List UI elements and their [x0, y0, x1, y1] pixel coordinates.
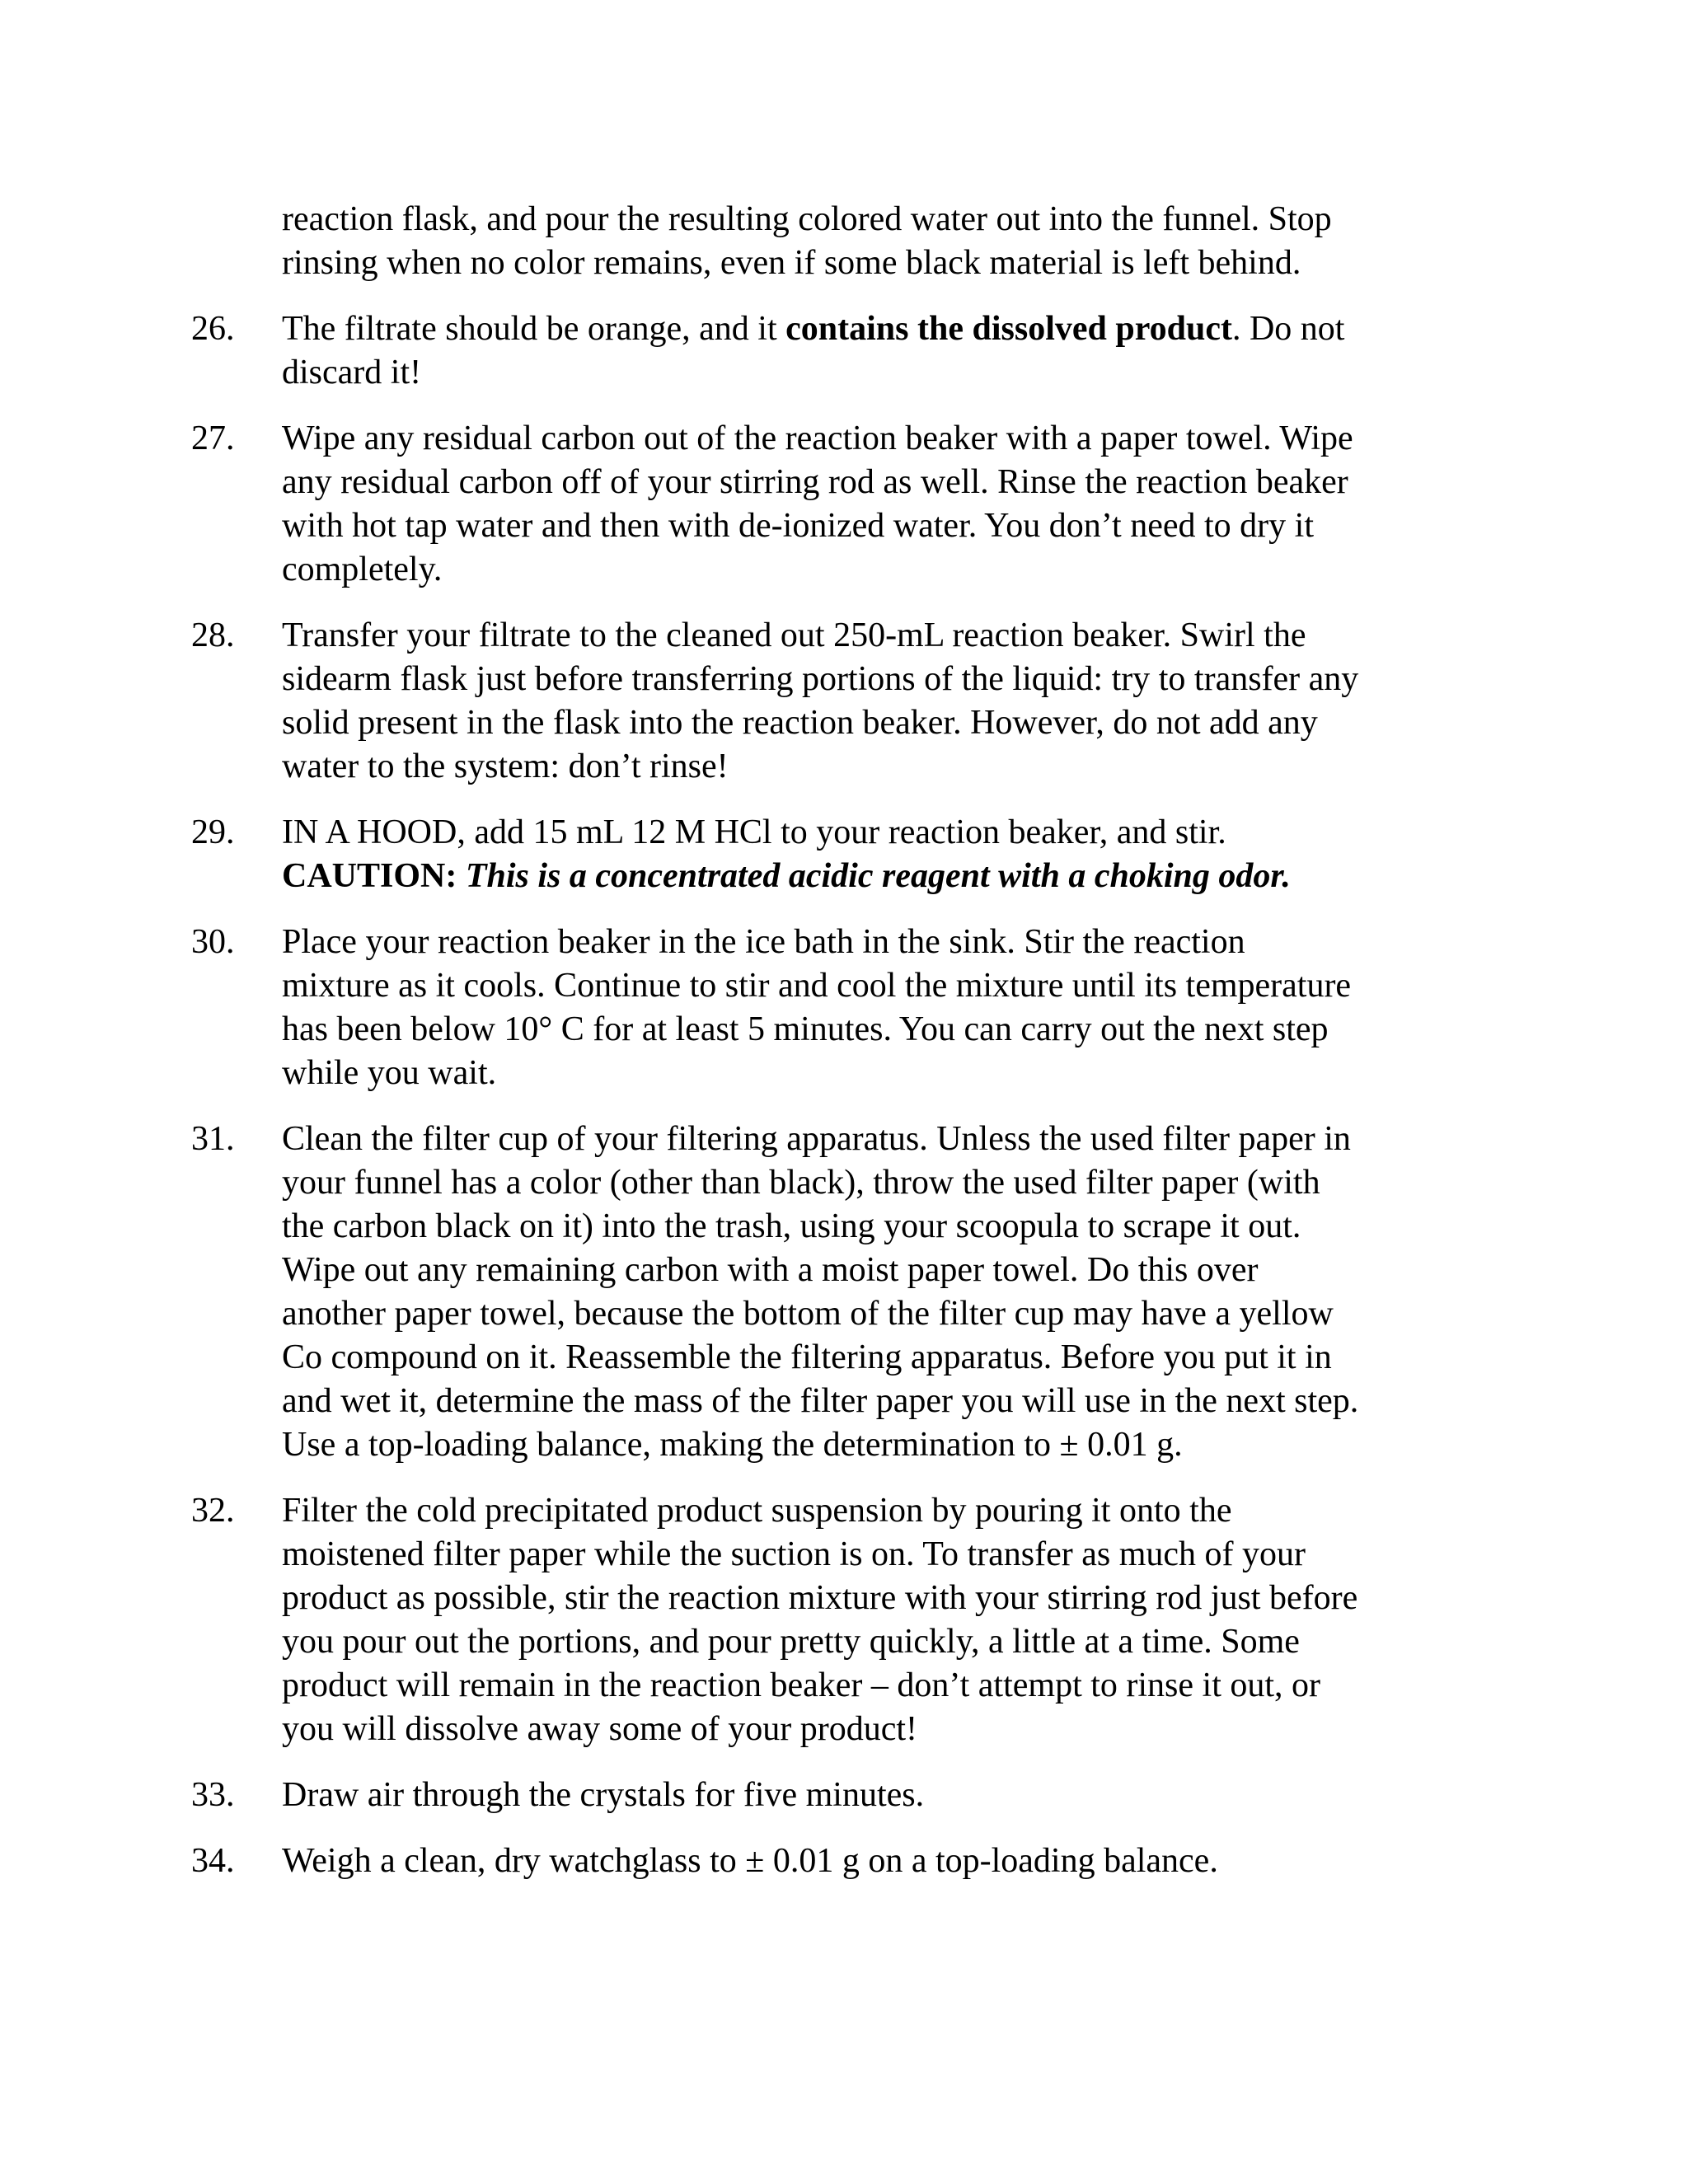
text-line: the carbon black on it) into the trash, using your scoopula to scrape it out.	[282, 1207, 1301, 1245]
step-number: 31.	[191, 1120, 235, 1158]
text-line: completely.	[282, 551, 443, 588]
text-line: product as possible, stir the reaction mixture with your stirring rod just before	[282, 1579, 1358, 1617]
text-line: discard it!	[282, 354, 422, 391]
step-number: 27.	[191, 419, 235, 457]
caution-line	[282, 855, 1477, 898]
text-line: another paper towel, because the bottom of the filter cup may have a yellow	[282, 1295, 1334, 1333]
text-line	[282, 307, 1477, 351]
text-line: and wet it, determine the mass of the filter paper you will use in the next step.	[282, 1382, 1359, 1420]
text-span: . Do not	[1231, 310, 1345, 348]
step-number: 32.	[191, 1492, 235, 1530]
text-line: reaction flask, and pour the resulting colored water out into the funnel. Stop	[282, 200, 1332, 238]
text-line: with hot tap water and then with de-ionized water. You don’t need to dry it	[282, 507, 1314, 545]
step-number: 34.	[191, 1842, 235, 1880]
step-30	[191, 921, 1477, 1095]
text-line: any residual carbon off of your stirring rod as well. Rinse the reaction beaker	[282, 463, 1348, 501]
text-line: while you wait.	[282, 1054, 497, 1092]
text-line: IN A HOOD, add 15 mL 12 M HCl to your reaction beaker, and stir.	[282, 813, 1226, 851]
text-line: Weigh a clean, dry watchglass to ± 0.01 g on a top-loading balance.	[282, 1842, 1218, 1880]
text-line: Wipe out any remaining carbon with a moist paper towel. Do this over	[282, 1251, 1259, 1289]
step-number: 33.	[191, 1776, 235, 1814]
step-34	[191, 1840, 1477, 1883]
step-32	[191, 1489, 1477, 1751]
step-29	[191, 811, 1477, 898]
text-line: you will dissolve away some of your product!	[282, 1710, 918, 1748]
caution-label: CAUTION:	[282, 857, 457, 895]
step-26	[191, 307, 1477, 395]
step-27	[191, 417, 1477, 592]
text-line: Transfer your filtrate to the cleaned out 250-mL reaction beaker. Swirl the	[282, 616, 1306, 654]
text-line: Use a top-loading balance, making the determination to ± 0.01 g.	[282, 1426, 1183, 1464]
text-line: Clean the filter cup of your filtering apparatus. Unless the used filter paper in	[282, 1120, 1351, 1158]
step-number: 28.	[191, 616, 235, 654]
text-line: has been below 10° C for at least 5 minutes. You can carry out the next step	[282, 1010, 1329, 1048]
step-31	[191, 1118, 1477, 1467]
step-28	[191, 614, 1477, 789]
step-33	[191, 1774, 1477, 1817]
text-line: sidearm flask just before transferring portions of the liquid: try to transfer any	[282, 660, 1359, 698]
procedure-steps	[191, 198, 1477, 1883]
text-line: you pour out the portions, and pour pretty quickly, a little at a time. Some	[282, 1623, 1300, 1661]
text-line: Co compound on it. Reassemble the filtering apparatus. Before you put it in	[282, 1338, 1332, 1376]
step-number: 26.	[191, 310, 235, 348]
step-number: 30.	[191, 923, 235, 961]
step-25-continuation	[191, 198, 1477, 285]
text-line: solid present in the flask into the reaction beaker. However, do not add any	[282, 704, 1318, 742]
text-line: Place your reaction beaker in the ice bath in the sink. Stir the reaction	[282, 923, 1245, 961]
bold-emphasis: contains the dissolved product	[785, 310, 1232, 348]
step-number: 29.	[191, 813, 235, 851]
text-line: Wipe any residual carbon out of the reaction beaker with a paper towel. Wipe	[282, 419, 1353, 457]
text-line: your funnel has a color (other than black), throw the used filter paper (with	[282, 1164, 1320, 1202]
text-span: The filtrate should be orange, and it	[282, 310, 786, 348]
text-line: mixture as it cools. Continue to stir and cool the mixture until its temperature	[282, 967, 1352, 1005]
text-line: Filter the cold precipitated product suspension by pouring it onto the	[282, 1492, 1232, 1530]
text-line: product will remain in the reaction beaker – don’t attempt to rinse it out, or	[282, 1666, 1321, 1704]
text-line: Draw air through the crystals for five minutes.	[282, 1776, 925, 1814]
text-line: moistened filter paper while the suction is on. To transfer as much of your	[282, 1535, 1306, 1573]
text-line: water to the system: don’t rinse!	[282, 748, 729, 785]
text-line: rinsing when no color remains, even if some black material is left behind.	[282, 244, 1301, 282]
caution-text: This is a concentrated acidic reagent with a choking odor.	[465, 857, 1291, 895]
